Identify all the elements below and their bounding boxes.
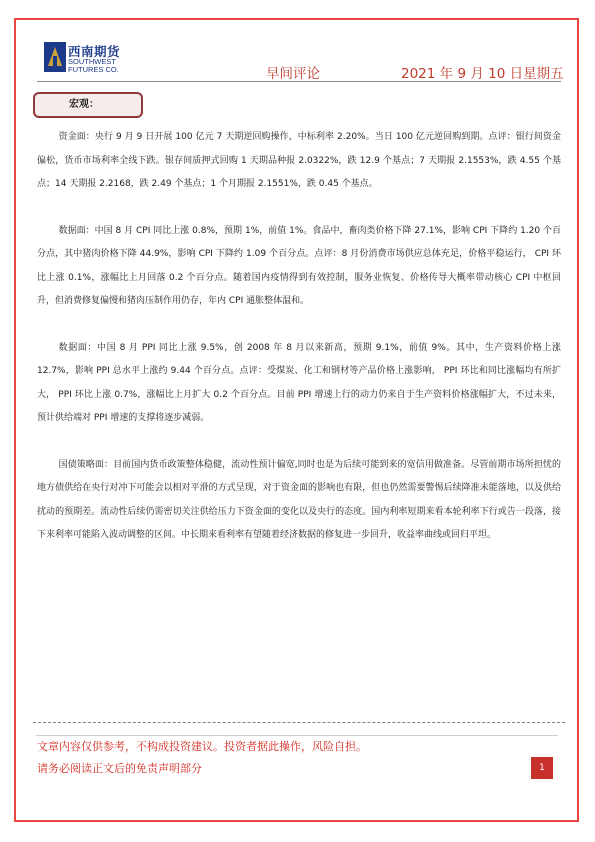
disclaimer-notice: 请务必阅读正文后的免责声明部分 (37, 762, 202, 775)
logo-english-name (68, 58, 119, 74)
logo-english-line-2: FUTURES CO. (68, 65, 119, 74)
footer-divider-secondary (36, 735, 558, 736)
disclaimer-text: 文章内容仅供参考，不构成投资建议。投资者据此操作，风险自担。 (37, 740, 367, 753)
logo-chinese-name: 西南期货 (68, 44, 121, 59)
report-body (37, 126, 561, 571)
paragraph-cpi: 数据面：中国 8 月 CPI 同比上涨 0.8%，预期 1%，前值 1%。食品中，畜肉类价格下降 27.1%，影响 CPI 下降约 1.20 个百分点，其中猪肉价格下降 44.9%，影响 CPI 下降约 1.09 个百分点。点评：8 月份消费市场供应总体充足，价格平稳运行， CPI 环比上涨 0.1%，涨幅比上月回落 0.2 个百分点。随着国内疫情得到有效控制，服务业恢复、价格传导大概率带动核心 CPI 中枢回升，但消费修复偏慢和猪肉压制作用仍存，年内 CPI 通胀整体温和。 (37, 225, 561, 306)
footer-divider (33, 722, 565, 723)
logo-english-line-1: SOUTHWEST (68, 57, 116, 66)
report-date: 2021 年 9 月 10 日星期五 (401, 66, 564, 82)
logo-mark-icon (44, 42, 66, 72)
section-label-macro: 宏观： (33, 92, 143, 118)
paragraph-money-market: 资金面：央行 9 月 9 日开展 100 亿元 7 天期逆回购操作，中标利率 2.20%。当日 100 亿元逆回购到期。点评：银行间资金偏松，货币市场利率全线下跌。银存间质押式回购 1 天期品种报 2.0322%，跌 12.9 个基点；7 天期报 2.1553%，跌 4.55 个基点；14 天期报 2.2168，跌 2.49 个基点；1 个月期报 2.1551%，跌 0.45 个基点。 (37, 132, 561, 189)
company-logo (44, 40, 128, 76)
page-number: 1 (531, 757, 553, 779)
report-title: 早间评论 (266, 66, 320, 82)
paragraph-ppi: 数据面：中国 8 月 PPI 同比上涨 9.5%，创 2008 年 8 月以来新高，预期 9.1%，前值 9%。其中，生产资料价格上涨 12.7%，影响 PPI 总水平上涨约 9.44 个百分点。点评：受煤炭、化工和钢材等产品价格上涨影响， PPI 环比和同比涨幅均有所扩大， PPI 环比上涨 0.7%，涨幅比上月扩大 0.2 个百分点。目前 PPI 增速上行的动力仍来自于生产资料价格涨幅扩大，不过未来，预计供给端对 PPI 增速的支撑将逐步减弱。 (37, 342, 561, 423)
paragraph-bond-strategy: 国债策略面：目前国内货币政策整体稳健，流动性预计偏宽,同时也是为后续可能到来的宽信用做准备。尽管前期市场所担忧的地方债供给在央行对冲下可能会以相对平滑的方式呈现，对于资金面的影响也有限，但也仍然需要警惕后续降准未能落地，以及供给扰动的预期差。流动性后续仍需密切关注供给压力下资金面的变化以及央行的态度。国内利率短期来看本轮利率下行或告一段落，接下来利率可能陷入波动调整的区间。中长期来看利率有望随着经济数据的修复进一步回升，收益率曲线或回归平坦。 (37, 459, 561, 540)
header-divider (37, 81, 561, 82)
